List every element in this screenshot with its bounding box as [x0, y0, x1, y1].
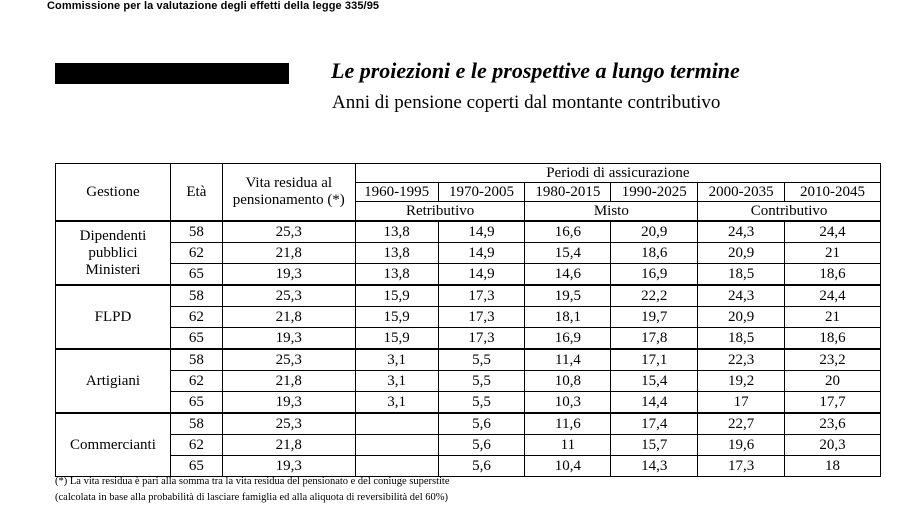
value-cell: 18,5 — [698, 328, 785, 350]
value-cell: 20,9 — [698, 307, 785, 328]
value-cell: 19,2 — [698, 371, 785, 392]
table-row — [56, 456, 881, 477]
vita-residua-cell: 21,8 — [222, 435, 355, 456]
header-period-4: 1990-2025 — [611, 183, 698, 202]
value-cell: 23,2 — [785, 349, 881, 371]
vita-residua-cell: 25,3 — [222, 413, 355, 435]
value-cell: 5,6 — [438, 456, 525, 477]
value-cell: 22,2 — [611, 285, 698, 307]
value-cell: 5,5 — [438, 392, 525, 414]
pension-years-table — [55, 163, 881, 477]
table-row — [56, 285, 881, 307]
vita-residua-cell: 25,3 — [222, 349, 355, 371]
value-cell: 3,1 — [355, 392, 438, 414]
value-cell: 18 — [785, 456, 881, 477]
vita-residua-cell: 21,8 — [222, 371, 355, 392]
value-cell: 21 — [785, 307, 881, 328]
value-cell: 18,5 — [698, 264, 785, 286]
value-cell: 11 — [525, 435, 611, 456]
eta-cell: 58 — [170, 413, 222, 435]
eta-cell: 65 — [170, 328, 222, 350]
value-cell: 13,8 — [355, 264, 438, 286]
vita-residua-cell: 25,3 — [222, 221, 355, 243]
vita-residua-cell: 25,3 — [222, 285, 355, 307]
gestione-cell — [56, 221, 171, 285]
header-period-2: 1970-2005 — [438, 183, 525, 202]
gestione-name-line: Artigiani — [85, 372, 141, 389]
value-cell: 24,4 — [785, 221, 881, 243]
table-row — [56, 392, 881, 414]
value-cell: 20 — [785, 371, 881, 392]
value-cell — [355, 435, 438, 456]
table-row — [56, 371, 881, 392]
value-cell: 24,3 — [698, 221, 785, 243]
value-cell: 17,1 — [611, 349, 698, 371]
gestione-name-line: Ministeri — [85, 261, 141, 278]
value-cell: 14,9 — [438, 243, 525, 264]
value-cell: 14,6 — [525, 264, 611, 286]
eta-cell: 62 — [170, 243, 222, 264]
value-cell: 11,4 — [525, 349, 611, 371]
eta-cell: 65 — [170, 456, 222, 477]
value-cell: 3,1 — [355, 349, 438, 371]
value-cell: 24,3 — [698, 285, 785, 307]
redaction-bar — [55, 63, 289, 84]
header-regime-misto: Misto — [525, 202, 698, 222]
vita-residua-cell: 19,3 — [222, 328, 355, 350]
value-cell: 19,5 — [525, 285, 611, 307]
gestione-name-line: pubblici — [88, 244, 138, 261]
value-cell: 18,6 — [611, 243, 698, 264]
value-cell: 17,4 — [611, 413, 698, 435]
value-cell: 16,9 — [525, 328, 611, 350]
header-regime-contributivo: Contributivo — [698, 202, 881, 222]
vita-residua-cell: 21,8 — [222, 307, 355, 328]
header-period-6: 2010-2045 — [785, 183, 881, 202]
header-period-5: 2000-2035 — [698, 183, 785, 202]
table-row — [56, 328, 881, 350]
value-cell: 10,8 — [525, 371, 611, 392]
value-cell: 15,4 — [525, 243, 611, 264]
value-cell: 15,7 — [611, 435, 698, 456]
value-cell: 18,6 — [785, 328, 881, 350]
table-row — [56, 243, 881, 264]
value-cell: 13,8 — [355, 221, 438, 243]
value-cell — [355, 413, 438, 435]
table-row — [56, 307, 881, 328]
vita-residua-cell: 21,8 — [222, 243, 355, 264]
value-cell: 21 — [785, 243, 881, 264]
value-cell: 16,9 — [611, 264, 698, 286]
value-cell: 23,6 — [785, 413, 881, 435]
eta-cell: 58 — [170, 221, 222, 243]
eta-cell: 62 — [170, 435, 222, 456]
value-cell: 5,6 — [438, 413, 525, 435]
header-gestione: Gestione — [56, 164, 171, 222]
value-cell: 13,8 — [355, 243, 438, 264]
eta-cell: 62 — [170, 307, 222, 328]
value-cell: 14,9 — [438, 221, 525, 243]
eta-cell: 58 — [170, 349, 222, 371]
value-cell: 17 — [698, 392, 785, 414]
table-row — [56, 435, 881, 456]
value-cell: 20,9 — [698, 243, 785, 264]
value-cell: 20,9 — [611, 221, 698, 243]
eta-cell: 62 — [170, 371, 222, 392]
table-body — [56, 221, 881, 477]
value-cell: 15,9 — [355, 285, 438, 307]
value-cell: 22,3 — [698, 349, 785, 371]
value-cell: 14,3 — [611, 456, 698, 477]
value-cell: 5,6 — [438, 435, 525, 456]
header-period-3: 1980-2015 — [525, 183, 611, 202]
value-cell: 20,3 — [785, 435, 881, 456]
header-regime-retributivo: Retributivo — [355, 202, 525, 222]
value-cell: 14,9 — [438, 264, 525, 286]
eta-cell: 58 — [170, 285, 222, 307]
gestione-cell — [56, 349, 171, 413]
table-row — [56, 221, 881, 243]
header-vita-residua: Vita residua al pensionamento (*) — [222, 164, 355, 222]
value-cell: 19,7 — [611, 307, 698, 328]
vita-residua-cell: 19,3 — [222, 456, 355, 477]
gestione-name-line: FLPD — [94, 308, 132, 325]
value-cell: 17,3 — [438, 307, 525, 328]
value-cell: 18,1 — [525, 307, 611, 328]
value-cell: 11,6 — [525, 413, 611, 435]
value-cell: 19,6 — [698, 435, 785, 456]
gestione-name-line: Dipendenti — [79, 227, 147, 244]
value-cell: 16,6 — [525, 221, 611, 243]
value-cell: 17,8 — [611, 328, 698, 350]
commission-header: Commissione per la valutazione degli effetti della legge 335/95 — [47, 0, 380, 12]
value-cell: 22,7 — [698, 413, 785, 435]
header-eta: Età — [170, 164, 222, 222]
table-row — [56, 349, 881, 371]
value-cell: 5,5 — [438, 371, 525, 392]
gestione-name-line: Commercianti — [70, 436, 156, 453]
value-cell: 17,3 — [438, 328, 525, 350]
value-cell: 17,3 — [438, 285, 525, 307]
value-cell: 24,4 — [785, 285, 881, 307]
value-cell: 3,1 — [355, 371, 438, 392]
table-row — [56, 413, 881, 435]
value-cell: 10,4 — [525, 456, 611, 477]
value-cell: 15,4 — [611, 371, 698, 392]
eta-cell: 65 — [170, 392, 222, 414]
page-subtitle: Anni di pensione coperti dal montante contributivo — [332, 92, 721, 113]
gestione-cell — [56, 413, 171, 477]
gestione-cell — [56, 285, 171, 349]
header-period-1: 1960-1995 — [355, 183, 438, 202]
footnote-2: (calcolata in base alla probabilità di lasciare famiglia ed alla aliquota di reversibilità del 60%) — [55, 492, 449, 503]
header-periodi: Periodi di assicurazione — [355, 164, 880, 183]
table-row — [56, 264, 881, 286]
value-cell: 15,9 — [355, 307, 438, 328]
value-cell: 5,5 — [438, 349, 525, 371]
footnote-1: (*) La vita residua è pari alla somma tra la vita residua del pensionato e del coniuge superstite — [55, 476, 450, 487]
vita-residua-cell: 19,3 — [222, 392, 355, 414]
value-cell: 17,3 — [698, 456, 785, 477]
value-cell: 17,7 — [785, 392, 881, 414]
eta-cell: 65 — [170, 264, 222, 286]
value-cell: 18,6 — [785, 264, 881, 286]
vita-residua-cell: 19,3 — [222, 264, 355, 286]
value-cell: 10,3 — [525, 392, 611, 414]
value-cell: 15,9 — [355, 328, 438, 350]
page-title: Le proiezioni e le prospettive a lungo termine — [331, 58, 740, 83]
value-cell — [355, 456, 438, 477]
value-cell: 14,4 — [611, 392, 698, 414]
